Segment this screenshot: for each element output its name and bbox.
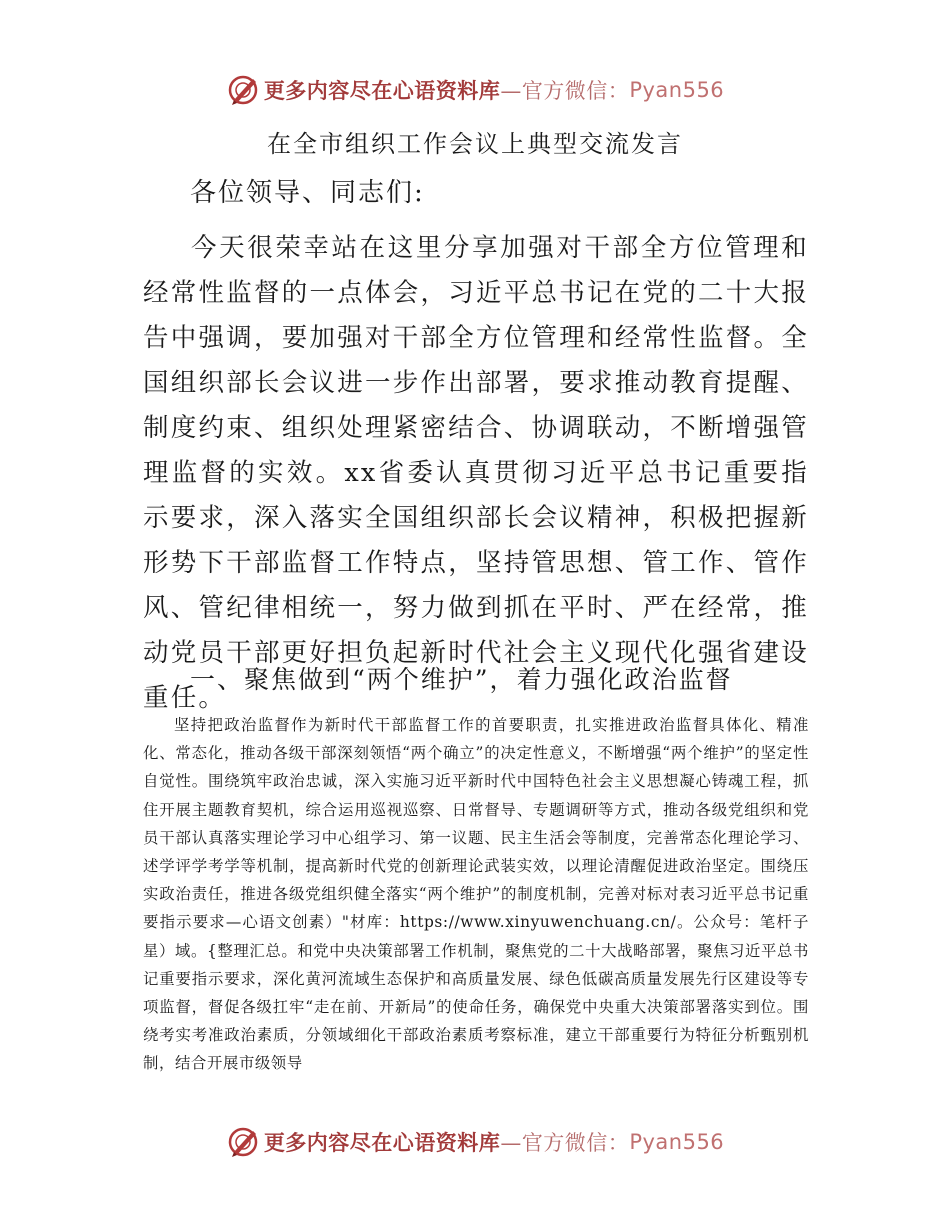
banner-official-label: —官方微信： (500, 79, 630, 103)
banner-main-text: 更多内容尽在心语资料库 (263, 1131, 501, 1155)
section-heading-1: 一、聚焦做到“两个维护”，着力强化政治监督 (190, 665, 733, 694)
banner-wechat-id: Pyan556 (629, 78, 725, 102)
section-1-paragraph: 坚持把政治监督作为新时代干部监督工作的首要职责，扎实推进政治监督具体化、精准化、常态化，推动各级干部深刻领悟“两个确立”的决定性意义，不断增强“两个维护”的坚定性自觉性。围绕筑牢政治忠诚，深入实施习近平新时代中国特色社会主义思想凝心铸魂工程，抓住开展主题教育契机，综合运用巡视巡察、日常督导、专题调研等方式，推动各级党组织和党员干部认真落实理论学习中心组学习、第一议题、民主生活会等制度，完善常态化理论学习、述学评学考学等机制，提高新时代党的创新理论武装实效，以理论清醒促进政治坚定。围绕压实政治责任，推进各级党组织健全落实“两个维护”的制度机制，完善对标对表习近平总书记重要指示要求—心语文创素）"材库：https://www.xinyuwenchuang.cn/。公众号：笔杆子星）域。{整理汇总。和党中央决策部署工作机制，聚焦党的二十大战略部署，聚焦习近平总书记重要指示要求，深化黄河流域生态保护和高质量发展、绿色低碳高质量发展先行区建设等专项监督，督促各级扛牢“走在前、开新局”的使命任务，确保党中央重大决策部署落实到位。围绕考实考准政治素质，分领域细化干部政治素质考察标准，建立干部重要行为特征分析甄别机制，结合开展市级领导 (143, 716, 810, 1073)
salutation: 各位领导、同志们: (190, 178, 425, 208)
footer-watermark-banner (0, 1122, 950, 1162)
banner-main-text: 更多内容尽在心语资料库 (263, 79, 501, 103)
document-title: 在全市组织工作会议上典型交流发言 (267, 130, 683, 158)
header-watermark-banner (0, 70, 950, 110)
pen-logo-icon (226, 1125, 260, 1159)
banner-official-label: —官方微信： (500, 1131, 630, 1155)
banner-wechat-id: Pyan556 (629, 1130, 725, 1154)
pen-logo-icon (226, 73, 260, 107)
intro-paragraph: 今天很荣幸站在这里分享加强对干部全方位管理和经常性监督的一点体会，习近平总书记在党的二十大报告中强调，要加强对干部全方位管理和经常性监督。全国组织部长会议进一步作出部署，要求推动教育提醒、制度约束、组织处理紧密结合、协调联动，不断增强管理监督的实效。xx省委认真贯彻习近平总书记重要指示要求，深入落实全国组织部长会议精神，积极把握新形势下干部监督工作特点，坚持管思想、管工作、管作风、管纪律相统一，努力做到抓在平时、严在经常，推动党员干部更好担负起新时代社会主义现代化强省建设重任。 (143, 233, 809, 713)
